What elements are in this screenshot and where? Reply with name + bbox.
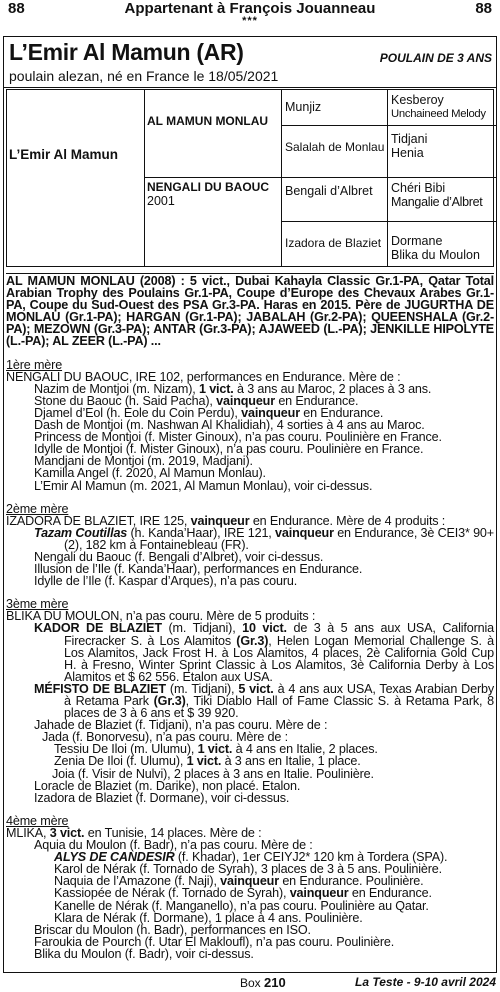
page-number-left: 88	[8, 0, 25, 17]
produce-line: Aquia du Moulon (f. Badr), n’a pas couru. Mère de :	[34, 838, 313, 853]
owner-title: Appartenant à François Jouanneau	[124, 0, 376, 17]
produce-line: Stone du Baouc (h. Said Pacha), vainqueur en Endurance.	[34, 393, 359, 408]
pedigree-ggs3: Tidjani	[391, 132, 428, 146]
pedigree-ggs2: Unchaineed Melody	[391, 108, 486, 120]
produce-line: Loracle de Blaziet (m. Darike), non placé. Etalon.	[34, 778, 301, 793]
box-label: Box	[240, 976, 261, 990]
first-dam-heading: 1ère mère	[6, 357, 63, 372]
box-number: 210	[264, 975, 286, 990]
sire-paragraph: AL MAMUN MONLAU (2008) : 5 vict., Dubai Kahayla Classic Gr.1-PA, Qatar Total Arabian Trophy des Poulains Gr.1-PA, Coupe d’Europe des Chevaux Arabes Gr.1-PA, Coupe du Sud-Ouest des PSA Gr.3-PA. Haras en 2015. Père de JUGURTHA DE MONLAU (Gr.1-PA); HARGAN (Gr.1-PA); JABALAH (Gr.2-PA); QUEENSHALA (Gr.2-PA); MEZOWN (Gr.3-PA); ANTAR (Gr.3-PA); AJAWEED (L.-PA); JENKILLE HIPOLYTE (L.-PA); AL ZEER (L.-PA) ...	[6, 274, 494, 349]
pedigree-subject: L’Emir Al Mamun	[9, 147, 119, 162]
produce-line: Zenia De Iloi (f. Ulumu), 1 vict. à 3 ans en Italie, 1 place.	[54, 754, 361, 769]
pedigree-table	[6, 89, 494, 267]
page-number-right: 88	[475, 0, 492, 17]
produce-line: Joia (f. Visir de Nulvi), 2 places à 3 ans en Italie. Poulinière.	[52, 766, 374, 781]
pedigree-ggs-group-4	[387, 222, 497, 266]
pedigree-gs3: Bengali d’Albret	[281, 178, 387, 222]
produce-line: Nengali du Baouc (f. Bengali d’Albret), voir ci-dessus.	[34, 549, 324, 564]
catalogue-entry	[3, 36, 497, 973]
third-dam-heading: 3ème mère	[6, 597, 69, 612]
produce-line: Briscar du Moulon (h. Badr), performances en ISO.	[34, 922, 311, 937]
produce-line: MÉFISTO DE BLAZIET (m. Tidjani), 5 vict. à 4 ans aux USA, Texas Arabian Derby à Retama Park (Gr.3), Tiki Diablo Hall of Fame Classic S. à Retama Park, 8 places de 3 à 6 ans et $ 39 920.	[34, 681, 495, 721]
produce-line: L’Emir Al Mamun (m. 2021, Al Mamun Monlau), voir ci-dessus.	[34, 478, 373, 493]
box-info	[240, 975, 286, 990]
pedigree-ggs-group-2	[387, 126, 497, 178]
pedigree-ggs-group-1	[387, 90, 497, 126]
produce-line: Kanelle de Nérak (f. Manganello), n’a pas couru. Poulinière au Qatar.	[54, 898, 429, 913]
produce-line: Illusion de l’Ile (f. Kanda’Haar), performances en Endurance.	[34, 562, 363, 577]
produce-line: Mandjani de Montjoi (m. 2019, Madjani).	[34, 454, 253, 469]
header-stars: ***	[242, 15, 258, 27]
produce-line: Tazam Coutillas (h. Kanda’Haar), IRE 121, vainqueur en Endurance, 3è CEI3* 90+(2), 182 km à Fontainebleau (FR).	[34, 525, 494, 552]
pedigree-sire-cell	[144, 90, 281, 178]
produce-line: Idylle de Montjoi (f. Mister Ginoux), n’a pas couru. Poulinière en France.	[34, 442, 424, 457]
produce-line: Tessiu De Iloi (m. Ulumu), 1 vict. à 4 ans en Italie, 2 places.	[54, 742, 378, 757]
horse-title-bar	[4, 37, 496, 88]
produce-line: Izadora de Blaziet (f. Dormane), voir ci-dessus.	[34, 790, 290, 805]
produce-line: Naquia de l’Amazone (f. Naji), vainqueur en Endurance. Poulinière.	[54, 874, 424, 889]
produce-line: Blika du Moulon (f. Badr), voir ci-dessus.	[34, 946, 254, 961]
produce-line: Dash de Montjoi (m. Nashwan Al Khalidiah), 4 sorties à 4 ans au Maroc.	[34, 418, 425, 433]
produce-line: Jada (f. Bonorvesu), n’a pas couru. Mère de :	[42, 730, 288, 745]
pedigree-ggs4: Henia	[391, 146, 424, 160]
pedigree-gs2: Salalah de Monlau	[281, 126, 387, 178]
pedigree-dam-cell	[144, 178, 281, 266]
fourth-dam-intro: MLIKA, 3 vict. en Tunisie, 14 places. Mère de :	[6, 825, 262, 840]
produce-line: Karol de Nérak (f. Tornado de Syrah), 3 places de 3 à 5 ans. Poulinière.	[54, 862, 442, 877]
produce-line: Jahade de Blaziet (f. Tidjani), n’a pas couru. Mère de :	[34, 718, 328, 733]
pedigree-dam: NENGALI DU BAOUC	[147, 180, 269, 194]
pedigree-gs4: Izadora de Blaziet	[281, 222, 387, 266]
page-footer	[0, 975, 500, 992]
produce-line: ALYS DE CANDESIR (f. Khadar), 1er CEIYJ2* 120 km à Tordera (SPA).	[54, 850, 448, 865]
pedigree-ggs5: Chéri Bibi	[391, 181, 446, 195]
pedigree-gs1: Munjiz	[281, 90, 387, 126]
pedigree-ggs8: Blika du Moulon	[391, 248, 480, 262]
pedigree-ggs1: Kesberoy	[391, 93, 444, 107]
pedigree-sire: AL MAMUN MONLAU	[147, 114, 269, 128]
produce-line: Djamel d’Eol (h. Eole du Coin Perdu), vainqueur en Endurance.	[34, 405, 384, 420]
second-dam-intro: IZADORA DE BLAZIET, IRE 125, vainqueur en Endurance. Mère de 4 produits :	[6, 513, 446, 528]
horse-name: L’Emir Al Mamun (AR)	[9, 39, 244, 65]
produce-line: Kassiopée de Nérak (f. Tornado de Syrah), vainqueur en Endurance.	[54, 886, 432, 901]
fourth-dam-heading: 4ème mère	[6, 813, 69, 828]
pedigree-dam-year: 2001	[147, 194, 175, 208]
produce-line: Nazim de Montjoi (m. Nizam), 1 vict. à 3 ans au Maroc, 2 places à 3 ans.	[34, 381, 432, 396]
horse-description: poulain alezan, né en France le 18/05/2021	[9, 68, 279, 84]
third-dam-intro: BLIKA DU MOULON, n’a pas couru. Mère de 5 produits :	[6, 609, 316, 624]
produce-line: Idylle de l’Ile (f. Kaspar d’Arques), n’a pas couru.	[34, 574, 298, 589]
produce-line: Klara de Nérak (f. Dormane), 1 place à 4 ans. Poulinière.	[54, 910, 363, 925]
pedigree-ggs6: Mangalie d’Albret	[391, 195, 483, 209]
second-dam-heading: 2ème mère	[6, 501, 69, 516]
produce-line: Faroukia de Pourch (f. Utar El Makloufl), n’a pas couru. Poulinière.	[34, 934, 395, 949]
pedigree-ggs7: Dormane	[391, 234, 443, 248]
catalogue-body	[6, 273, 494, 972]
horse-sex-age: POULAIN DE 3 ANS	[379, 51, 492, 65]
produce-line: Kamilla Angel (f. 2020, Al Mamun Monlau).	[34, 466, 266, 481]
produce-line: Princess de Montjoi (f. Mister Ginoux), n’a pas couru. Poulinière en France.	[34, 430, 442, 445]
produce-line: KADOR DE BLAZIET (m. Tidjani), 10 vict. de 3 à 5 ans aux USA, California Firecracker S. à Los Alamitos (Gr.3), Helen Logan Memorial Challenge S. à Los Alamitos, Jack Frost H. à Los Alamitos, 4 places, 2è California Gold Cup H. à Fresno, Winter Sprint Classic à Los Alamitos, 3è California Derby à Los Alamitos et $ 62 556. Etalon aux USA.	[34, 621, 495, 684]
pedigree-ggs-group-3	[387, 178, 497, 222]
first-dam-intro: NENGALI DU BAOUC, IRE 102, performances en Endurance. Mère de :	[6, 369, 401, 384]
pedigree-subject-cell	[7, 90, 144, 266]
sale-location-date: La Teste - 9-10 avril 2024	[355, 975, 496, 989]
